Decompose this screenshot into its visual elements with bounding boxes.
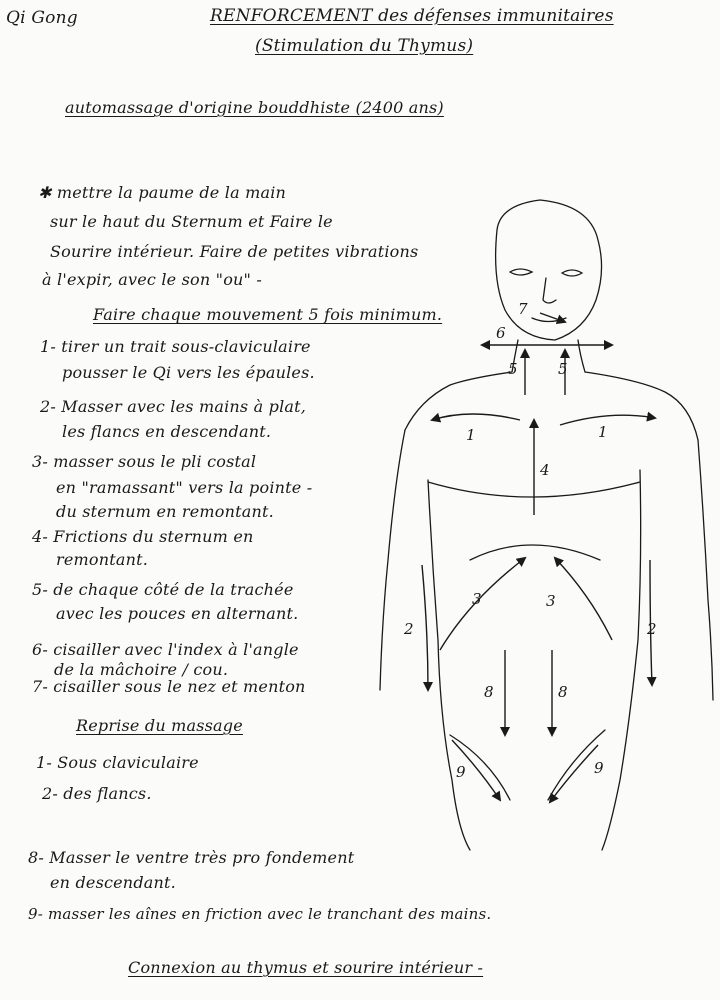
arrow-1-right	[560, 415, 655, 425]
left-arm	[380, 430, 405, 690]
label-4: 4	[540, 461, 550, 479]
arrow-2-left	[422, 565, 428, 690]
step-7-line-1: 7- cisailler sous le nez et menton	[32, 677, 306, 696]
step-5-line-2: avec les pouces en alternant.	[56, 604, 299, 623]
arrow-3-right	[555, 558, 612, 640]
label-6: 6	[496, 324, 506, 342]
origin-note: automassage d'origine bouddhiste (2400 ans)	[65, 98, 444, 117]
right-shoulder	[585, 372, 698, 440]
label-9-left: 9	[456, 763, 466, 781]
head-outline	[496, 200, 602, 340]
label-5-left: 5	[508, 360, 518, 378]
step-4-line-1: 4- Frictions du sternum en	[32, 527, 254, 546]
intro-line-2: sur le haut du Sternum et Faire le	[50, 212, 333, 231]
step-8-line-2: en descendant.	[50, 873, 176, 892]
step-1-line-2: pousser le Qi vers les épaules.	[62, 363, 315, 382]
right-torso	[602, 470, 641, 850]
step-9-line-1: 9- masser les aînes en friction avec le tranchant des mains.	[28, 905, 492, 923]
arrow-7	[540, 313, 565, 322]
label-3-left: 3	[472, 590, 482, 608]
label-8-right: 8	[558, 683, 568, 701]
arrow-9-right	[550, 745, 598, 802]
step-2-line-2: les flancs en descendant.	[62, 422, 272, 441]
label-8-left: 8	[484, 683, 494, 701]
neck-left	[512, 340, 518, 372]
label-7: 7	[518, 300, 528, 318]
arrow-9-left	[452, 740, 500, 800]
page-title: RENFORCEMENT des défenses immunitaires	[210, 6, 614, 26]
reprise-item-1: 1- Sous claviculaire	[36, 753, 199, 772]
step-8-line-1: 8- Masser le ventre très pro fondement	[28, 848, 355, 867]
step-2-line-1: 2- Masser avec les mains à plat,	[40, 397, 307, 416]
label-9-right: 9	[594, 759, 604, 777]
label-5-right: 5	[558, 360, 568, 378]
chest-line	[428, 482, 640, 497]
label-2-left: 2	[404, 620, 414, 638]
step-5-line-1: 5- de chaque côté de la trachée	[32, 580, 294, 599]
nose	[543, 278, 556, 303]
intro-line-4: à l'expir, avec le son "ou" -	[42, 270, 263, 289]
label-1-left: 1	[466, 426, 476, 444]
label-2-right: 2	[647, 620, 657, 638]
footer-note: Connexion au thymus et sourire intérieur -	[128, 958, 484, 977]
label-3-right: 3	[546, 592, 556, 610]
arrow-1-left	[432, 414, 520, 420]
step-1-line-1: 1- tirer un trait sous-claviculaire	[40, 337, 311, 356]
page-subtitle: (Stimulation du Thymus)	[255, 36, 474, 56]
step-4-line-2: remontant.	[56, 550, 149, 569]
arrow-2-right	[650, 560, 652, 685]
left-shoulder	[405, 372, 512, 430]
step-6-line-2: de la mâchoire / cou.	[54, 660, 229, 679]
belly-curve-right	[548, 730, 605, 800]
left-torso	[428, 480, 470, 850]
intro-line-1: ✱ mettre la paume de la main	[38, 183, 287, 202]
header-qigong: Qi Gong	[6, 8, 78, 28]
left-eye	[510, 269, 532, 275]
belly-curve	[450, 735, 510, 800]
right-arm	[698, 440, 713, 700]
step-6-line-1: 6- cisailler avec l'index à l'angle	[32, 640, 299, 659]
reprise-title: Reprise du massage	[76, 716, 243, 735]
reprise-item-2: 2- des flancs.	[42, 784, 152, 803]
intro-line-3: Sourire intérieur. Faire de petites vibrations	[50, 242, 419, 261]
mouth	[532, 318, 566, 322]
step-3-line-3: du sternum en remontant.	[56, 502, 274, 521]
label-1-right: 1	[598, 423, 608, 441]
step-3-line-2: en "ramassant" vers la pointe -	[56, 478, 313, 497]
neck-right	[578, 340, 585, 372]
repeat-note: Faire chaque mouvement 5 fois minimum.	[93, 305, 443, 324]
right-eye	[562, 270, 582, 276]
arrow-3-left	[440, 558, 525, 650]
costal-arch	[470, 545, 600, 560]
step-3-line-1: 3- masser sous le pli costal	[32, 452, 257, 471]
